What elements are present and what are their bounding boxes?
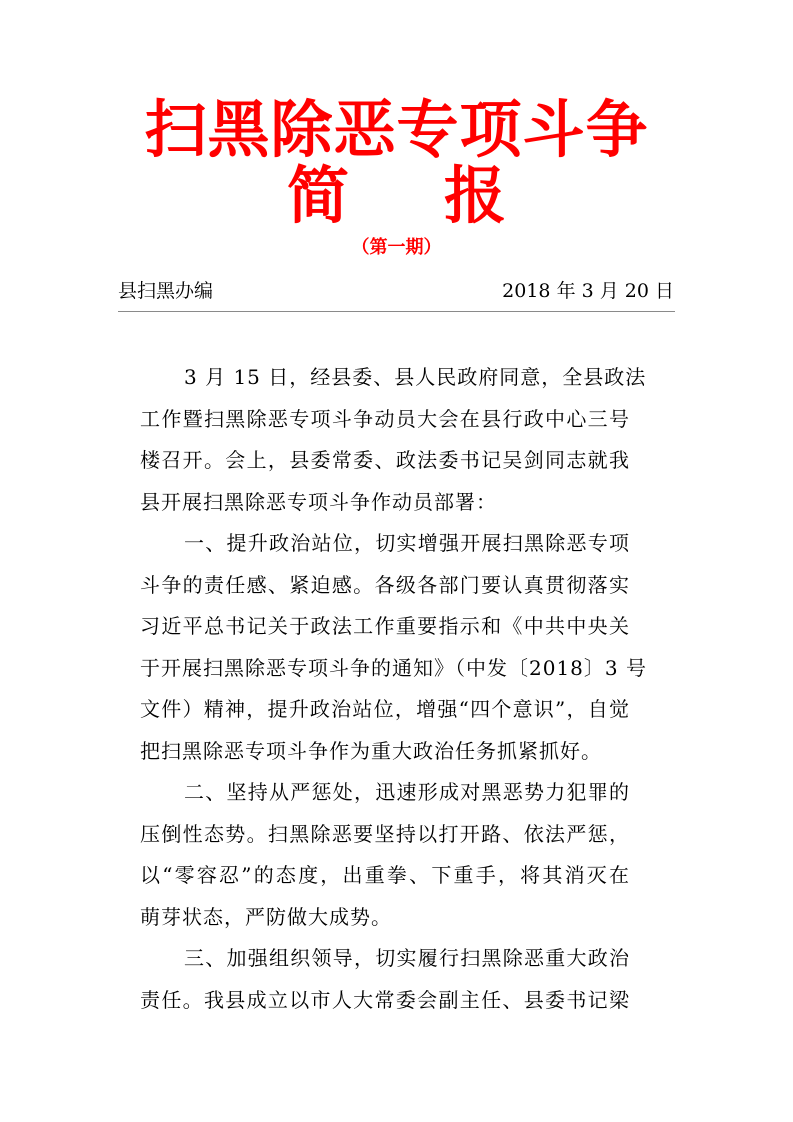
bulletin-title: 扫黑除恶专项斗争: [144, 93, 649, 166]
body-line: 以“零容忍”的态度，出重拳、下重手，将其消灭在: [140, 863, 630, 887]
body-line: 二、坚持从严惩处，迅速形成对黑恶势力犯罪的: [184, 780, 630, 804]
body-line: 工作暨扫黑除恶专项斗争动员大会在县行政中心三号: [140, 406, 630, 431]
body-line: 压倒性态势。扫黑除恶要坚持以打开路、依法严惩，: [140, 821, 630, 846]
body-line: 楼召开。会上，县委常委、政法委书记吴剑同志就我: [140, 448, 630, 472]
meta-row: [118, 277, 674, 305]
subtitle-char-bao: 报: [444, 159, 507, 232]
bulletin-body: [140, 357, 647, 1021]
body-line: 县开展扫黑除恶专项斗争作动员部署：: [140, 489, 497, 514]
body-line: 三、加强组织领导，切实履行扫黑除恶重大政治: [184, 946, 630, 970]
body-line: 斗争的责任感、紧迫感。各级各部门要认真贯彻落实: [140, 572, 630, 597]
body-line: 一、提升政治站位，切实增强开展扫黑除恶专项: [184, 531, 630, 555]
publish-date: 2018 年 3 月 20 日: [502, 280, 674, 302]
paragraph-point-1: [140, 523, 647, 772]
body-line: 责任。我县成立以市人大常委会副主任、县委书记梁: [140, 987, 630, 1012]
issue-number: （第一期）: [351, 237, 442, 258]
paragraph-intro: [140, 357, 647, 523]
paragraph-point-2: [140, 772, 630, 938]
editor-label: 县扫黑办编: [118, 280, 214, 302]
body-line: 于开展扫黑除恶专项斗争的通知》（中发〔2018〕3 号: [140, 655, 647, 680]
body-line: 把扫黑除恶专项斗争作为重大政治任务抓紧抓好。: [140, 738, 602, 763]
header-divider: [118, 311, 675, 312]
body-line: 3 月 15 日，经县委、县人民政府同意，全县政法: [184, 365, 647, 389]
bulletin-subtitle: [0, 160, 793, 232]
body-line: 习近平总书记关于政法工作重要指示和《中共中央关: [140, 614, 630, 638]
paragraph-point-3: [140, 938, 630, 1021]
body-line: 萌芽状态，严防做大成势。: [140, 904, 392, 929]
subtitle-char-jian: 简: [286, 159, 349, 232]
body-line: 文件）精神，提升政治站位，增强“四个意识”，自觉: [140, 697, 630, 721]
